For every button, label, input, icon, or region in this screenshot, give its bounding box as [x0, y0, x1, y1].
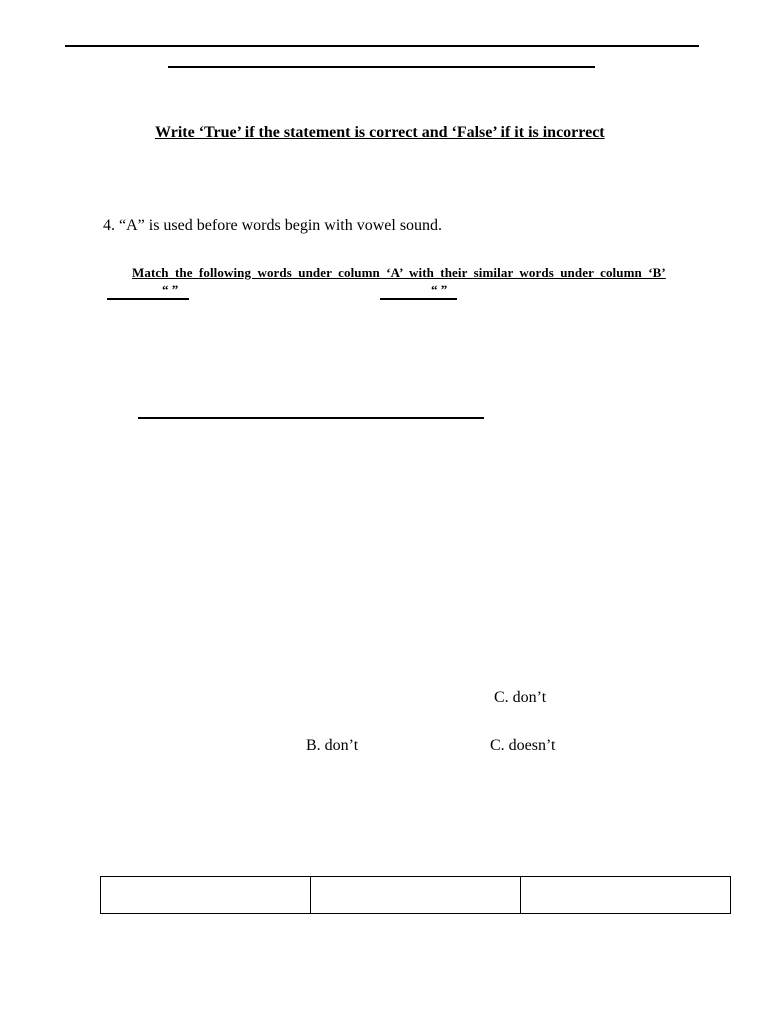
item-text: “A” is used before words begin with vowel sound. — [119, 217, 443, 234]
true-false-item-4 — [103, 217, 442, 235]
answer-cell-2[interactable] — [311, 877, 521, 914]
column-a-label — [107, 281, 189, 300]
matching-instruction: Match the following words under column ‘A’ with their similar words under column ‘B’ — [132, 265, 666, 280]
answer-table — [100, 876, 731, 914]
item-number: 4. — [103, 217, 115, 234]
answer-cell-1[interactable] — [101, 877, 311, 914]
option-c-row1: C. don’t — [494, 689, 547, 706]
table-row — [101, 877, 731, 914]
answer-cell-3[interactable] — [521, 877, 731, 914]
column-b-label — [380, 281, 457, 300]
top-rule — [65, 45, 699, 47]
sub-rule — [168, 66, 595, 68]
column-b-quotes: “ ” — [431, 282, 448, 297]
option-b-row2: B. don’t — [306, 737, 359, 754]
option-c-row2: C. doesn’t — [490, 737, 556, 754]
section-rule — [138, 417, 484, 419]
true-false-instruction: Write ‘True’ if the statement is correct and ‘False’ if it is incorrect — [155, 124, 605, 141]
column-a-quotes: “ ” — [162, 282, 179, 297]
